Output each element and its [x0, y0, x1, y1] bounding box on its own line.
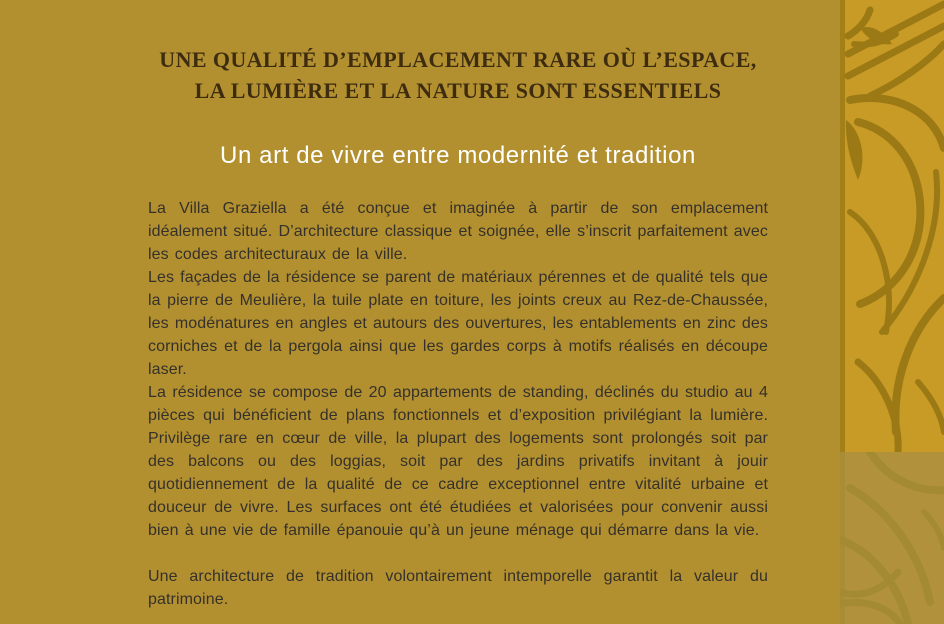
page-title-line2: LA LUMIÈRE ET LA NATURE SONT ESSENTIELS [194, 78, 722, 103]
floral-strip-bottom-section [840, 452, 944, 624]
floral-pattern-top-icon [840, 0, 944, 452]
page-title-line1: UNE QUALITÉ D’EMPLACEMENT RARE OÙ L’ESPACE, [159, 47, 757, 72]
page-title [148, 44, 768, 106]
paragraph-closing: Une architecture de tradition volontairement intemporelle garantit la valeur du patrimoine. [148, 568, 768, 608]
floral-strip-top-section [840, 0, 944, 452]
decorative-floral-strip [840, 0, 944, 624]
floral-pattern-bottom-icon [840, 452, 944, 624]
content-column [148, 0, 768, 624]
body-copy [148, 197, 768, 611]
paragraph-apartments: La résidence se compose de 20 appartements de standing, déclinés du studio au 4 pièces qui bénéficient de plans fonctionnels et d’exposition privilégiant la lumière. Privilège rare en cœur de ville, la plupart des logements sont prolongés soit par des balcons ou des loggias, soit par des jardins privatifs invitant à jouir quotidiennement de la qualité de ce cadre exceptionnel entre vitalité urbaine et douceur de vivre. Les surfaces ont été étudiées et valorisées pour convenir aussi bien à une vie de famille épanouie qu’à un jeune ménage qui démarre dans la vie. [148, 384, 768, 539]
paragraph-facades: Les façades de la résidence se parent de matériaux pérennes et de qualité tels que la pierre de Meulière, la tuile plate en toiture, les joints creux au Rez-de-Chaussée, les modénatures en angles et autours des ouvertures, les entablements en zinc des corniches et de la pergola ainsi que les gardes corps à motifs réalisés en découpe laser. [148, 269, 768, 378]
paragraph-location: La Villa Graziella a été conçue et imaginée à partir de son emplacement idéalement situé. D’architecture classique et soignée, elle s’inscrit parfaitement avec les codes architecturaux de la ville. [148, 200, 768, 263]
tagline: Un art de vivre entre modernité et tradition [220, 142, 696, 169]
